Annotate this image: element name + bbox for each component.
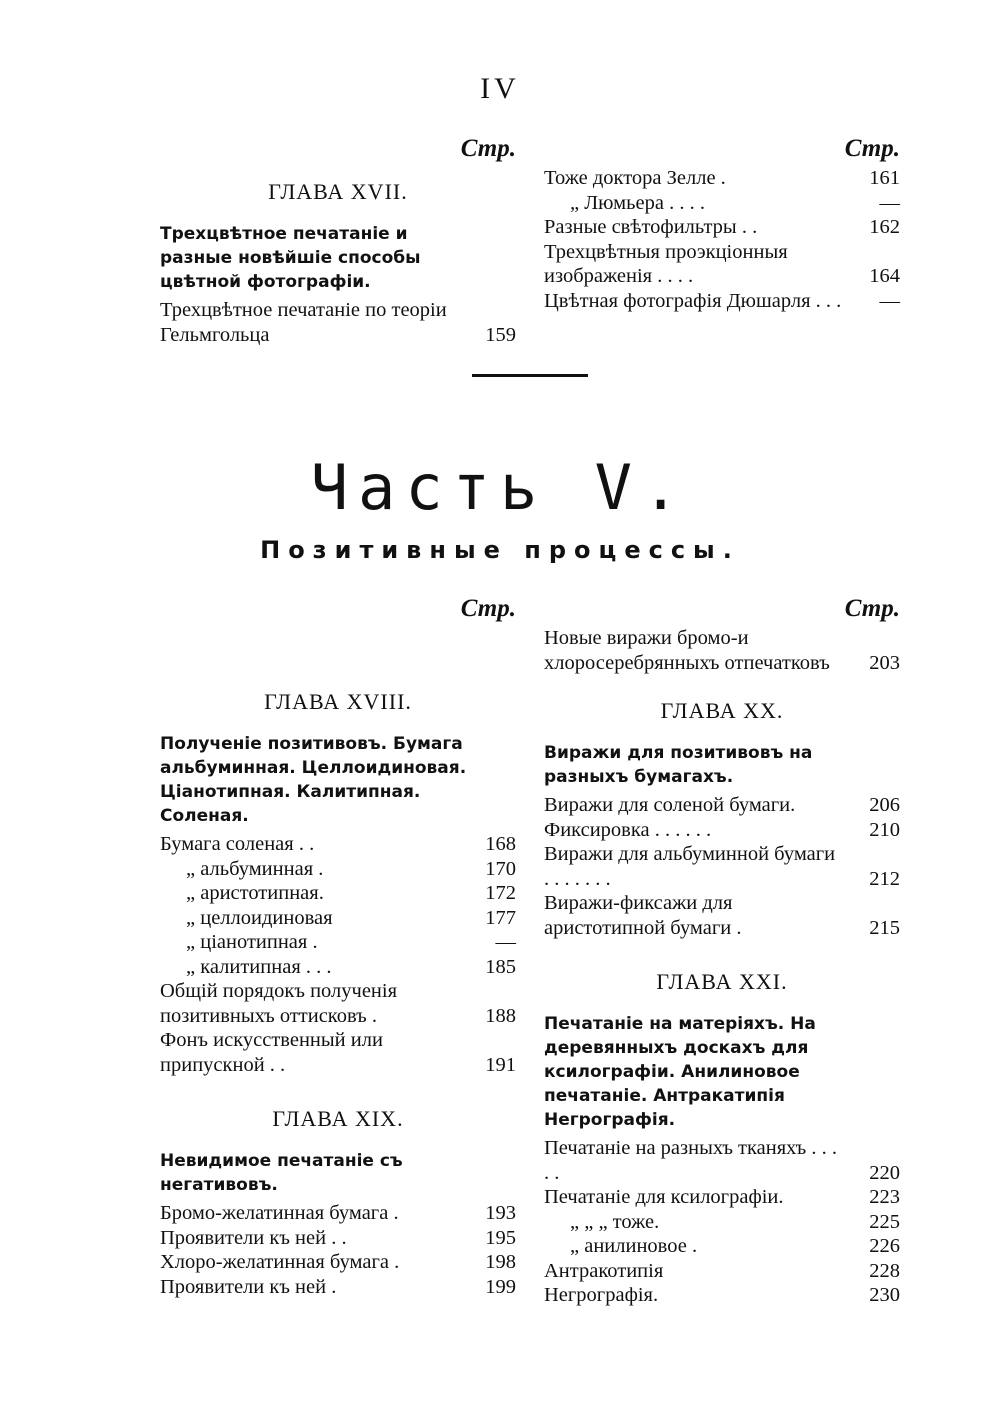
section-divider <box>472 374 588 377</box>
entry-page: 177 <box>485 906 516 929</box>
toc-entry <box>160 979 516 1028</box>
toc-entry <box>544 240 900 289</box>
entry-page: 223 <box>869 1186 900 1208</box>
entry-text: Трехцвѣтное печатаніе по теоріи Гельмгольца <box>160 299 447 346</box>
entry-page: 164 <box>869 265 900 287</box>
entry-page: — <box>879 191 900 214</box>
chapter-heading: ГЛАВА XVIII. <box>264 689 412 714</box>
entry-page: 172 <box>485 882 516 904</box>
entry-text: Проявители къ ней . . <box>160 1226 347 1249</box>
toc-entry <box>160 906 516 931</box>
entry-page: 185 <box>485 955 516 978</box>
entry-text: „ альбуминная . <box>186 857 324 880</box>
chapter-description: Невидимое печатаніе съ негативовъ. <box>160 1151 403 1195</box>
entry-text: Негрографія. <box>544 1284 659 1306</box>
toc-entry <box>544 166 900 191</box>
toc-entry <box>160 298 516 347</box>
entry-text: Цвѣтная фотографія Дюшарля . . . <box>544 289 842 312</box>
entry-page: 210 <box>869 818 900 841</box>
entry-page: 188 <box>485 1004 516 1027</box>
toc-entry <box>160 955 516 980</box>
entry-page: 228 <box>869 1259 900 1282</box>
entry-page: 220 <box>869 1161 900 1184</box>
entry-text: Бумага соленая . . <box>160 833 315 855</box>
entry-page: 230 <box>869 1284 900 1306</box>
entry-text: „ аристотипная. <box>186 882 324 904</box>
entry-text: Виражи-фиксажи для аристотипной бумаги . <box>544 892 742 939</box>
toc-entry <box>544 215 900 240</box>
toc-entry <box>544 891 900 940</box>
entry-page: 203 <box>869 651 900 674</box>
chapter-description: Печатаніе на матеріяхъ. На деревянныхъ доскахъ для ксилографіи. Анилиновое печатаніе. Антракатипія Негрографія. <box>544 1014 816 1130</box>
entry-page: 226 <box>869 1235 900 1257</box>
chapter-heading: ГЛАВА XVII. <box>268 179 408 204</box>
entry-page: 161 <box>869 167 900 189</box>
toc-entry <box>544 191 900 216</box>
chapter-description: Трехцвѣтное печатаніе и разные новѣйшіе способы цвѣтной фотографіи. <box>160 224 421 292</box>
chapter-heading: ГЛАВА XIX. <box>272 1106 404 1131</box>
toc-entry <box>544 1234 900 1259</box>
toc-entry <box>544 289 900 314</box>
entry-page: 159 <box>485 323 516 346</box>
entry-text: Хлоро-желатинная бумага . <box>160 1251 400 1273</box>
entry-text: „ целлоидиновая <box>186 906 333 929</box>
entry-text: Трехцвѣтныя проэкціонныя изображенія . . . . <box>544 240 788 287</box>
toc-entry <box>160 857 516 882</box>
toc-entry <box>544 1259 900 1284</box>
entry-text: Фонъ искусственный или припускной . . <box>160 1029 383 1076</box>
entry-text: „ анилиновое . <box>570 1235 698 1257</box>
toc-entry <box>160 930 516 955</box>
entry-page: 193 <box>485 1202 516 1224</box>
entry-page: 212 <box>869 867 900 890</box>
top-right-column <box>544 132 900 313</box>
entry-text: Антракотипія <box>544 1259 664 1282</box>
toc-entry <box>160 1275 516 1300</box>
bottom-left-column <box>160 592 516 1299</box>
bottom-right-column <box>544 592 900 1308</box>
entry-text: „ Люмьера . . . . <box>570 191 705 214</box>
entry-text: „ калитипная . . . <box>186 955 332 978</box>
toc-entry <box>160 1250 516 1275</box>
toc-entry <box>160 881 516 906</box>
entry-page: 162 <box>869 216 900 238</box>
top-left-column <box>160 132 516 347</box>
entry-text: Тоже доктора Зелле . <box>544 167 726 189</box>
toc-entry <box>544 1210 900 1235</box>
entry-text: „ „ „ тоже. <box>570 1210 660 1233</box>
chapter-heading: ГЛАВА XX. <box>660 698 784 723</box>
toc-entry <box>544 1283 900 1308</box>
entry-text: Общій порядокъ полученія позитивныхъ оттисковъ . <box>160 980 398 1027</box>
toc-entry <box>160 832 516 857</box>
page-column-label: Стр. <box>844 135 900 162</box>
entry-text: Печатаніе на разныхъ тканяхъ . . . . . <box>544 1137 837 1184</box>
entry-text: Фиксировка . . . . . . <box>544 818 712 841</box>
page-column-label: Стр. <box>460 595 516 622</box>
toc-entry <box>160 1201 516 1226</box>
entry-text: Разные свѣтофильтры . . <box>544 216 758 238</box>
toc-entry <box>160 1226 516 1251</box>
page-column-label: Стр. <box>844 595 900 622</box>
page-number: IV <box>480 72 520 105</box>
entry-text: Виражи для соленой бумаги. <box>544 794 796 816</box>
part-subtitle: Позитивные процессы. <box>260 536 740 564</box>
toc-entry <box>544 1185 900 1210</box>
entry-page: 191 <box>485 1053 516 1076</box>
entry-page: 206 <box>869 794 900 816</box>
entry-page: 215 <box>869 916 900 939</box>
toc-entry <box>544 842 900 891</box>
entry-page: 168 <box>485 833 516 855</box>
entry-text: Новые виражи бромо-и хлоросеребрянныхъ отпечатковъ <box>544 627 830 674</box>
entry-page: 195 <box>485 1226 516 1249</box>
entry-page: — <box>495 931 516 953</box>
entry-page: 225 <box>869 1210 900 1233</box>
entry-page: 198 <box>485 1251 516 1273</box>
entry-text: Проявители къ ней . <box>160 1275 337 1298</box>
entry-page: 170 <box>485 857 516 880</box>
entry-text: Печатаніе для ксилографіи. <box>544 1186 784 1208</box>
toc-entry <box>544 1136 900 1185</box>
toc-entry <box>160 1028 516 1077</box>
entry-page: 199 <box>485 1275 516 1298</box>
entry-text: „ ціанотипная . <box>186 931 318 953</box>
chapter-heading: ГЛАВА XXI. <box>656 969 788 994</box>
entry-page: — <box>879 289 900 312</box>
part-title: Часть V. <box>310 451 690 524</box>
chapter-description: Полученіе позитивовъ. Бумага альбуминная. Целлоидиновая. Ціанотипная. Калитипная. Соленая. <box>160 734 467 826</box>
chapter-description: Виражи для позитивовъ на разныхъ бумагахъ. <box>544 743 813 787</box>
toc-entry <box>544 626 900 675</box>
entry-text: Виражи для альбуминной бумаги . . . . . . . <box>544 843 836 890</box>
toc-entry <box>544 818 900 843</box>
entry-text: Бромо-желатинная бумага . <box>160 1202 399 1224</box>
page-column-label: Стр. <box>460 135 516 162</box>
toc-entry <box>544 793 900 818</box>
